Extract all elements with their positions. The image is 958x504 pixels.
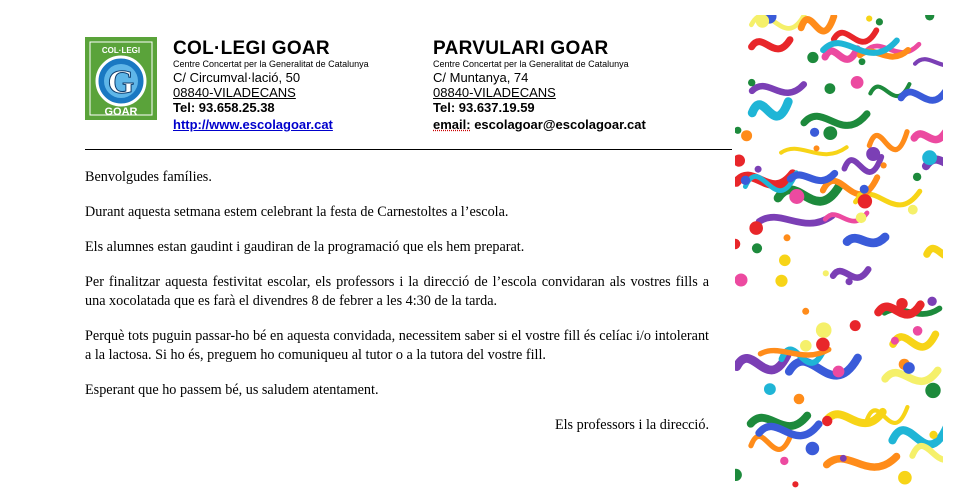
letter-greeting: Benvolgudes famílies. — [85, 169, 212, 185]
letter-paragraph: Esperant que ho passem bé, us saludem atentament. — [85, 382, 379, 398]
confetti-dot — [755, 166, 762, 173]
confetti-dot — [784, 234, 791, 241]
confetti-dot — [741, 176, 750, 185]
school2-tel: Tel: 93.637.19.59 — [433, 100, 535, 115]
confetti-dot — [764, 383, 776, 395]
confetti-dot — [749, 221, 763, 235]
confetti-dot — [859, 58, 866, 65]
streamer-shape — [789, 358, 858, 376]
school1-concert: Centre Concertat per la Generalitat de Catalunya — [173, 59, 369, 69]
letter-paragraph: Els alumnes estan gaudint i gaudiran de la programació que els hem preparat. — [85, 239, 525, 255]
confetti-dot — [816, 338, 830, 352]
school1-name: COL·LEGI GOAR — [173, 38, 330, 59]
streamer-shape — [751, 416, 808, 426]
confetti-dot — [903, 362, 915, 374]
streamer-shape — [827, 457, 897, 468]
school-logo — [85, 37, 157, 120]
confetti-dot — [822, 416, 832, 426]
confetti-dot — [913, 326, 923, 336]
confetti-streamers-icon — [735, 15, 943, 490]
confetti-dot — [823, 126, 837, 140]
confetti-dot — [898, 471, 912, 485]
streamer-shape — [833, 269, 868, 277]
streamer-shape — [893, 334, 935, 347]
confetti-dot — [807, 52, 818, 63]
confetti-dot — [925, 15, 934, 21]
confetti-dot — [913, 173, 921, 181]
svg-text:GOAR: GOAR — [104, 106, 138, 118]
confetti-dot — [840, 455, 847, 462]
confetti-dot — [779, 255, 791, 267]
confetti-dot — [851, 76, 864, 89]
letter-signature: Els professors i la direcció. — [554, 417, 709, 433]
streamer-shape — [801, 16, 834, 31]
confetti-dot — [735, 469, 742, 481]
email-label: email: — [433, 117, 471, 132]
school2-email[interactable] — [433, 116, 646, 133]
confetti-dot — [823, 270, 829, 276]
confetti-dot — [810, 128, 819, 137]
confetti-dot — [850, 320, 861, 331]
confetti-dot — [735, 274, 748, 287]
streamer-shape — [927, 246, 943, 256]
school1-info — [173, 38, 369, 133]
confetti-dot — [735, 155, 745, 167]
confetti-dot — [825, 83, 836, 94]
confetti-dot — [866, 16, 872, 22]
streamer-shape — [834, 30, 877, 41]
school1-website-link[interactable]: http://www.escolagoar.cat — [173, 117, 333, 132]
confetti-dot — [925, 383, 940, 398]
confetti-dot — [748, 79, 755, 86]
streamer-shape — [752, 84, 804, 92]
confetti-dot — [752, 243, 762, 253]
school1-address: C/ Circumval·lació, 50 — [173, 70, 301, 85]
confetti-dot — [833, 366, 845, 378]
confetti-dot — [775, 275, 787, 287]
email-address[interactable]: escolagoar@escolagoar.cat — [474, 117, 646, 132]
confetti-dot — [735, 127, 741, 134]
confetti-dot — [846, 278, 853, 285]
confetti-dot — [876, 18, 883, 25]
streamer-shape — [804, 114, 867, 126]
confetti-dot — [860, 185, 869, 194]
header-divider — [85, 149, 732, 150]
streamer-shape — [759, 216, 832, 224]
confetti-dot — [814, 145, 820, 151]
confetti-dot — [806, 442, 820, 456]
streamer-shape — [826, 412, 882, 423]
confetti-dot — [866, 147, 880, 161]
confetti-dot — [735, 239, 740, 250]
streamer-shape — [901, 90, 943, 101]
confetti-dot — [802, 308, 809, 315]
streamer-shape — [825, 49, 857, 59]
confetti-dot — [896, 298, 907, 309]
confetti-dot — [800, 340, 812, 352]
confetti-dot — [741, 130, 752, 141]
school1-tel: Tel: 93.658.25.38 — [173, 100, 275, 115]
confetti-dot — [792, 481, 798, 487]
streamer-shape — [869, 132, 907, 150]
streamer-shape — [847, 237, 885, 243]
school2-city: 08840-VILADECANS — [433, 85, 556, 100]
svg-text:G: G — [107, 64, 135, 101]
streamer-shape — [752, 102, 788, 117]
confetti-dot — [789, 189, 804, 204]
school2-address: C/ Muntanya, 74 — [433, 70, 529, 85]
streamer-shape — [914, 132, 943, 139]
confetti-dot — [929, 431, 937, 439]
svg-text:COL·LEGI: COL·LEGI — [101, 46, 141, 55]
letter-body — [85, 168, 709, 451]
confetti-dot — [780, 457, 788, 465]
confetti-dot — [881, 162, 887, 168]
confetti-dot — [816, 322, 832, 338]
confetti-dot — [922, 150, 937, 165]
school2-concert: Centre Concertat per la Generalitat de Catalunya — [433, 59, 629, 69]
confetti-dot — [927, 297, 936, 306]
confetti-dot — [756, 15, 769, 28]
confetti-dot — [794, 394, 805, 405]
confetti-dot — [891, 337, 899, 345]
letter-paragraph: Per finalitzar aquesta festivitat escolar, els professors i la direcció de l’escola convidaran als vostres fills a una xocolatada que es farà el divendres 8 de febrer a les 4:30 de la tarda. — [85, 274, 709, 309]
confetti-dot — [856, 213, 867, 224]
streamer-shape — [915, 58, 943, 66]
confetti-decoration — [735, 15, 943, 490]
school2-name: PARVULARI GOAR — [433, 38, 609, 59]
letter-paragraph: Durant aquesta setmana estem celebrant la festa de Carnestoltes a l’escola. — [85, 204, 509, 220]
confetti-dot — [858, 194, 872, 208]
confetti-dot — [908, 205, 918, 215]
school2-info — [433, 38, 646, 133]
logo-emblem-icon — [85, 37, 157, 120]
streamer-shape — [752, 40, 790, 49]
streamer-shape — [790, 173, 834, 180]
letter-paragraph: Perquè tots puguin passar-ho bé en aquesta convidada, necessitem saber si el vostre fill és celíac i/o intolerant a la lactosa. Si ho és, preguem ho comuniqueu al tutor o a la tutora del vostre fill. — [85, 328, 709, 363]
school1-city: 08840-VILADECANS — [173, 85, 296, 100]
